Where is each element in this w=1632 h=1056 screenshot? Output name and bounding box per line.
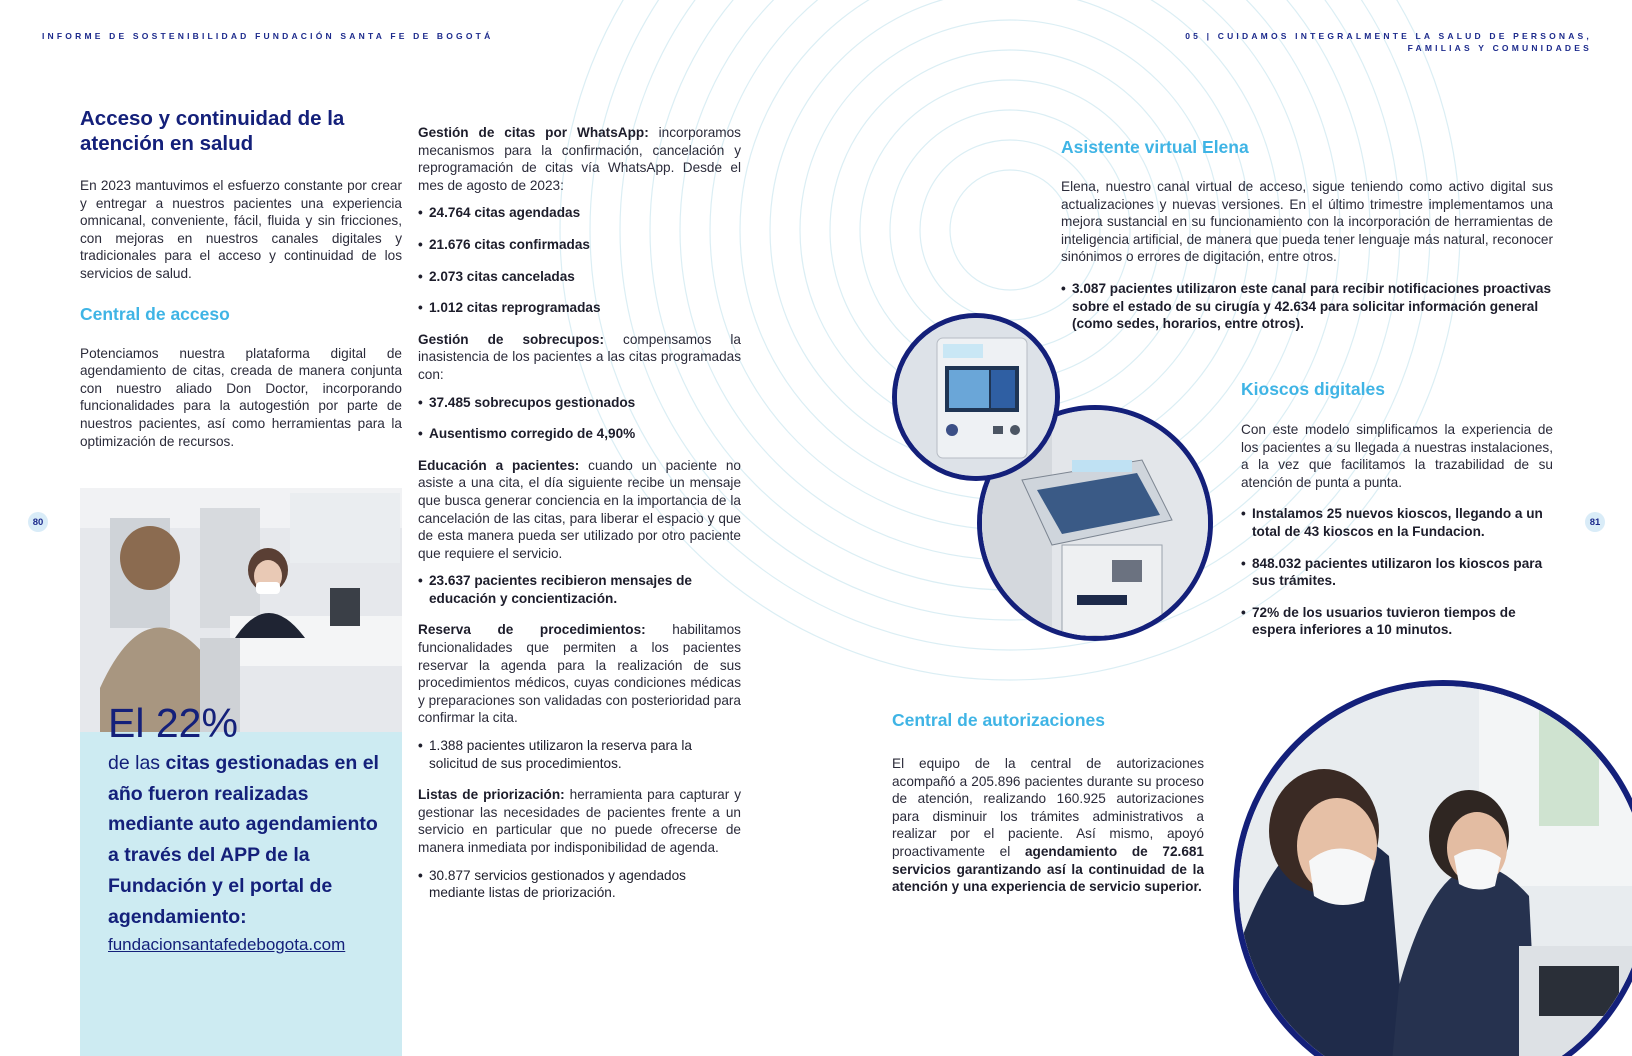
running-header-left: INFORME DE SOSTENIBILIDAD FUNDACIÓN SANTA FE DE BOGOTÁ — [42, 31, 494, 41]
central-acceso-title: Central de acceso — [80, 303, 230, 324]
whatsapp-label: Gestión de citas por WhatsApp: — [418, 125, 649, 140]
elena-title: Asistente virtual Elena — [1061, 137, 1249, 157]
reserva-label: Reserva de procedimientos: — [418, 622, 646, 638]
running-header-right — [1185, 30, 1592, 54]
page-number-left: 80 — [28, 512, 48, 532]
elena-section — [1061, 136, 1553, 347]
sobrecupos-text: compensamos la inasistencia de los pacientes a las citas programadas con: — [418, 331, 741, 382]
listas-text: herramienta para capturar y gestionar las necesidades de pacientes frente a un servicio en particular que no puede ofrecerse de manera inmediata por indisponibilidad de agenda. — [418, 787, 742, 855]
running-header-right-line2: FAMILIAS Y COMUNIDADES — [1407, 43, 1592, 53]
reserva-text: habilitamos funcionalidades que permiten a los pacientes reservar la agenda para la realización de sus procedimientos médicos, cuyas condiciones médicas y preparaciones son validadas con posterioridad para confirmar la cita. — [418, 622, 741, 726]
list-item-text: 3.087 pacientes utilizaron este canal para recibir notificaciones proactivas sobre el estado de su cirugía y 42.634 para solicitar información general (como sedes, horarios, entre otros). — [1072, 280, 1552, 332]
list-item: • 2.073 citas canceladas — [418, 268, 575, 284]
column-middle — [418, 124, 741, 916]
callout-text-bold: citas gestionadas en el año fueron realizadas mediante auto agendamiento a través del APP de la Fundación y el portal de agendamiento: — [108, 752, 379, 928]
autorizaciones-text: El equipo de la central de autorizaciones acompañó a 205.896 pacientes durante su proceso de atención, realizando 160.925 autorizaciones para disminuir los trámites administrativos a realizar por el paciente. Así mismo, apoyó proactivamente el — [892, 756, 1204, 859]
section-title-acceso: Acceso y continuidad de la atención en salud — [80, 107, 345, 155]
portal-link[interactable]: fundacionsantafedebogota.com — [108, 935, 346, 954]
column-left — [80, 106, 402, 450]
list-item: • 72% de los usuarios tuvieron tiempos de espera inferiores a 10 minutos. — [1241, 604, 1553, 639]
list-item: • Ausentismo corregido de 4,90% — [418, 426, 636, 442]
list-item-text: 37.485 sobrecupos gestionados — [429, 394, 636, 410]
list-item-text: 2.073 citas canceladas — [429, 268, 575, 284]
sobrecupos-paragraph — [418, 331, 741, 384]
list-item: • 23.637 pacientes recibieron mensajes de educación y concientización. — [418, 572, 741, 607]
sobrecupos-label: Gestión de sobrecupos: — [418, 331, 605, 347]
list-item-text: 24.764 citas agendadas — [429, 205, 581, 221]
list-item: • 1.012 citas reprogramadas — [418, 300, 601, 316]
list-item-text: 1.388 pacientes utilizaron la reserva para la solicitud de sus procedimientos. — [429, 738, 692, 771]
autorizaciones-paragraph — [892, 755, 1204, 896]
autorizaciones-title: Central de autorizaciones — [892, 710, 1105, 730]
reception-photo — [80, 488, 402, 732]
elena-paragraph: Elena, nuestro canal virtual de acceso, sigue teniendo como activo digital sus actualizaciones y nuevas versiones. En el último trimestre implementamos una mejora sustancial en su funcionamiento con la incorporación de herramientas de inteligencia artificial, de manera que pueda tener lenguaje más natural, reconocer sinónimos o errores de digitación, entre otros. — [1061, 179, 1553, 265]
list-item: • 1.388 pacientes utilizaron la reserva para la solicitud de sus procedimientos. — [418, 737, 741, 772]
list-item-text: Instalamos 25 nuevos kioscos, llegando a un total de 43 kioscos en la Fundacion. — [1252, 506, 1543, 539]
list-item-text: 848.032 pacientes utilizaron los kioscos para sus trámites. — [1252, 555, 1543, 589]
list-item: • 37.485 sobrecupos gestionados — [418, 394, 636, 410]
autorizaciones-bold: agendamiento de 72.681 servicios garantizando así la continuidad de la atención y una experiencia de servicio superior. — [892, 843, 1204, 895]
list-item: • Instalamos 25 nuevos kioscos, llegando a un total de 43 kioscos en la Fundacion. — [1241, 505, 1553, 540]
listas-label: Listas de priorización: — [418, 787, 565, 803]
staff-illustration — [1239, 686, 1632, 1056]
list-item-text: Ausentismo corregido de 4,90% — [429, 426, 636, 442]
educacion-text: cuando un paciente no asiste a una cita, el día siguiente recibe un mensaje que busca generar conciencia en la importancia de la cancelación de las citas, para liberar el espacio y que de esta manera pueda ser utilizado por otro paciente que requiere el servicio. — [418, 457, 741, 561]
list-item-text: 1.012 citas reprogramadas — [429, 300, 601, 316]
listas-paragraph — [418, 786, 741, 856]
kioscos-title: Kioscos digitales — [1241, 379, 1385, 399]
reception-illustration — [80, 488, 402, 732]
autorizaciones-section — [892, 709, 1204, 896]
staff-photo — [1233, 680, 1632, 1056]
central-acceso-paragraph: Potenciamos nuestra plataforma digital de agendamiento de citas, creada de manera conjunta con nuestro aliado Don Doctor, incorporando funcionalidades para la autogestión por parte de nuestros pacientes, así como herramientas para la optimización de recursos. — [80, 345, 402, 449]
list-item-text: 72% de los usuarios tuvieron tiempos de espera inferiores a 10 minutos. — [1252, 604, 1516, 638]
kioscos-paragraph: Con este modelo simplificamos la experiencia de los pacientes a su llegada a nuestras instalaciones, a la vez que facilitamos la trazabilidad de su atención de punta a punta. — [1241, 422, 1553, 490]
list-item-text: 30.877 servicios gestionados y agendados mediante listas de priorización. — [429, 867, 686, 901]
whatsapp-paragraph — [418, 124, 741, 194]
page-number-right: 81 — [1585, 512, 1605, 532]
educacion-label: Educación a pacientes: — [418, 457, 580, 473]
callout-box — [80, 488, 402, 1056]
kiosk-small-photo — [892, 313, 1060, 481]
kioscos-section — [1241, 378, 1553, 653]
intro-paragraph: En 2023 mantuvimos el esfuerzo constante por crear y entregar a nuestros pacientes una experiencia omnicanal, conveniente, fácil, fluida y sin fricciones, con mejoras en nuestros canales digitales y tradicionales para el acceso y continuidad de los servicios de salud. — [80, 178, 402, 281]
whatsapp-text: incorporamos mecanismos para la confirmación, cancelación y reprogramación de citas vía WhatsApp. Desde el mes de agosto de 2023: — [418, 125, 741, 193]
list-item: • 21.676 citas confirmadas — [418, 236, 590, 252]
callout-text — [108, 748, 388, 932]
reserva-paragraph — [418, 621, 741, 727]
list-item: • 24.764 citas agendadas — [418, 205, 581, 221]
list-item-text: 23.637 pacientes recibieron mensajes de educación y concientización. — [429, 573, 692, 606]
educacion-paragraph — [418, 457, 741, 563]
running-header-right-line1: 05 | CUIDAMOS INTEGRALMENTE LA SALUD DE PERSONAS, — [1185, 31, 1592, 41]
callout-percentage: El 22% — [108, 700, 238, 746]
list-item-text: 21.676 citas confirmadas — [429, 236, 590, 252]
kiosk-screen-illustration — [897, 318, 1055, 476]
list-item: • 3.087 pacientes utilizaron este canal para recibir notificaciones proactivas sobre el estado de su cirugía y 42.634 para solicitar información general (como sedes, horarios, entre otros). — [1061, 280, 1552, 332]
list-item: • 30.877 servicios gestionados y agendados mediante listas de priorización. — [418, 867, 741, 902]
list-item: • 848.032 pacientes utilizaron los kioscos para sus trámites. — [1241, 555, 1553, 590]
callout-text-pre: de las — [108, 752, 166, 774]
